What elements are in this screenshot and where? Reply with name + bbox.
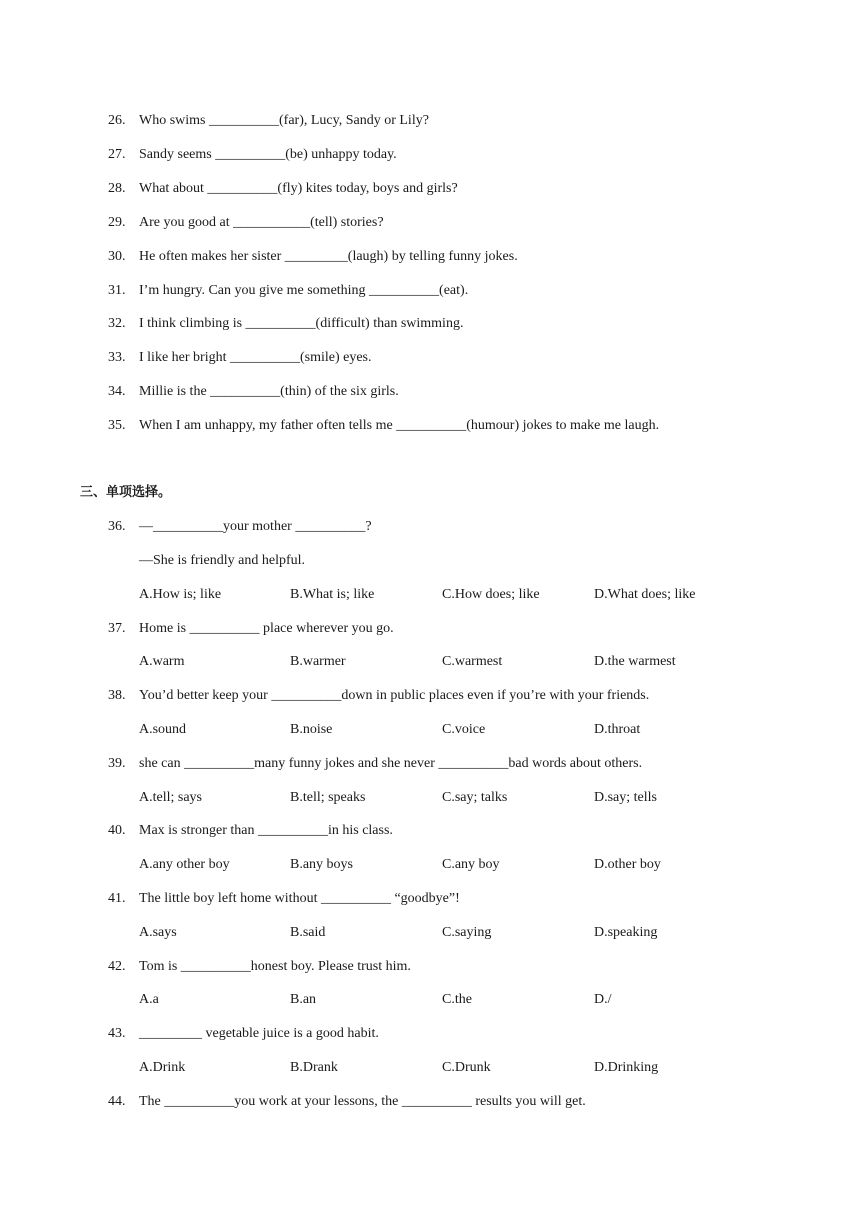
question-number: 33. bbox=[108, 350, 126, 365]
question-text: Tom is __________honest boy. Please trust him. bbox=[139, 959, 411, 974]
question-number: 34. bbox=[108, 384, 126, 399]
option-c: C.any boy bbox=[442, 857, 500, 872]
option-c: C.How does; like bbox=[442, 587, 540, 602]
option-d: D.the warmest bbox=[594, 654, 676, 669]
question-text: The little boy left home without __________ “goodbye”! bbox=[139, 891, 460, 906]
question-number: 41. bbox=[108, 891, 126, 906]
question-number: 27. bbox=[108, 147, 126, 162]
question-text: He often makes her sister _________(laugh) by telling funny jokes. bbox=[139, 249, 518, 264]
option-d: D.say; tells bbox=[594, 790, 657, 805]
option-b: B.noise bbox=[290, 722, 333, 737]
question-number: 43. bbox=[108, 1026, 126, 1041]
option-a: A.any other boy bbox=[139, 857, 230, 872]
option-a: A.How is; like bbox=[139, 587, 222, 602]
option-a: A.says bbox=[139, 925, 177, 940]
option-d: D.speaking bbox=[594, 925, 658, 940]
question-text: You’d better keep your __________down in public places even if you’re with your friends. bbox=[139, 688, 650, 703]
option-c: C.the bbox=[442, 992, 472, 1007]
question-number: 38. bbox=[108, 688, 126, 703]
question-text: The __________you work at your lessons, the __________ results you will get. bbox=[139, 1094, 586, 1109]
question-text: What about __________(fly) kites today, boys and girls? bbox=[139, 181, 458, 196]
dialogue-line: —She is friendly and helpful. bbox=[139, 553, 306, 568]
question-text: Millie is the __________(thin) of the six girls. bbox=[139, 384, 399, 399]
question-number: 26. bbox=[108, 113, 126, 128]
question-number: 35. bbox=[108, 418, 126, 433]
option-d: D.other boy bbox=[594, 857, 661, 872]
question-text: Sandy seems __________(be) unhappy today. bbox=[139, 147, 397, 162]
question-number: 30. bbox=[108, 249, 126, 264]
option-a: A.tell; says bbox=[139, 790, 202, 805]
question-number: 39. bbox=[108, 756, 126, 771]
question-number: 32. bbox=[108, 316, 126, 331]
option-d: D.throat bbox=[594, 722, 641, 737]
question-number: 36. bbox=[108, 519, 126, 534]
question-number: 29. bbox=[108, 215, 126, 230]
option-b: B.warmer bbox=[290, 654, 346, 669]
question-text: Home is __________ place wherever you go. bbox=[139, 621, 394, 636]
question-text: I like her bright __________(smile) eyes. bbox=[139, 350, 372, 365]
section-heading: 三、单项选择。 bbox=[80, 485, 172, 500]
option-d: D.Drinking bbox=[594, 1060, 659, 1075]
question-text: When I am unhappy, my father often tells me __________(humour) jokes to make me laugh. bbox=[139, 418, 660, 433]
question-text: I’m hungry. Can you give me something __________(eat). bbox=[139, 283, 469, 298]
option-a: A.Drink bbox=[139, 1060, 186, 1075]
option-c: C.Drunk bbox=[442, 1060, 491, 1075]
option-c: C.say; talks bbox=[442, 790, 508, 805]
question-text: —__________your mother __________? bbox=[139, 519, 372, 534]
question-number: 44. bbox=[108, 1094, 126, 1109]
question-number: 28. bbox=[108, 181, 126, 196]
option-a: A.sound bbox=[139, 722, 187, 737]
option-b: B.said bbox=[290, 925, 326, 940]
option-c: C.warmest bbox=[442, 654, 503, 669]
question-number: 31. bbox=[108, 283, 126, 298]
option-b: B.What is; like bbox=[290, 587, 375, 602]
question-number: 37. bbox=[108, 621, 126, 636]
option-a: A.a bbox=[139, 992, 159, 1007]
question-text: Are you good at ___________(tell) stories? bbox=[139, 215, 384, 230]
option-c: C.voice bbox=[442, 722, 486, 737]
option-b: B.tell; speaks bbox=[290, 790, 366, 805]
option-b: B.Drank bbox=[290, 1060, 338, 1075]
option-c: C.saying bbox=[442, 925, 492, 940]
option-d: D./ bbox=[594, 992, 612, 1007]
question-text: she can __________many funny jokes and she never __________bad words about others. bbox=[139, 756, 643, 771]
question-text: Max is stronger than __________in his class. bbox=[139, 823, 393, 838]
question-number: 42. bbox=[108, 959, 126, 974]
option-b: B.any boys bbox=[290, 857, 353, 872]
option-d: D.What does; like bbox=[594, 587, 696, 602]
option-a: A.warm bbox=[139, 654, 185, 669]
question-text: I think climbing is __________(difficult) than swimming. bbox=[139, 316, 464, 331]
question-number: 40. bbox=[108, 823, 126, 838]
question-text: _________ vegetable juice is a good habit. bbox=[139, 1026, 379, 1041]
question-text: Who swims __________(far), Lucy, Sandy or Lily? bbox=[139, 113, 429, 128]
option-b: B.an bbox=[290, 992, 317, 1007]
